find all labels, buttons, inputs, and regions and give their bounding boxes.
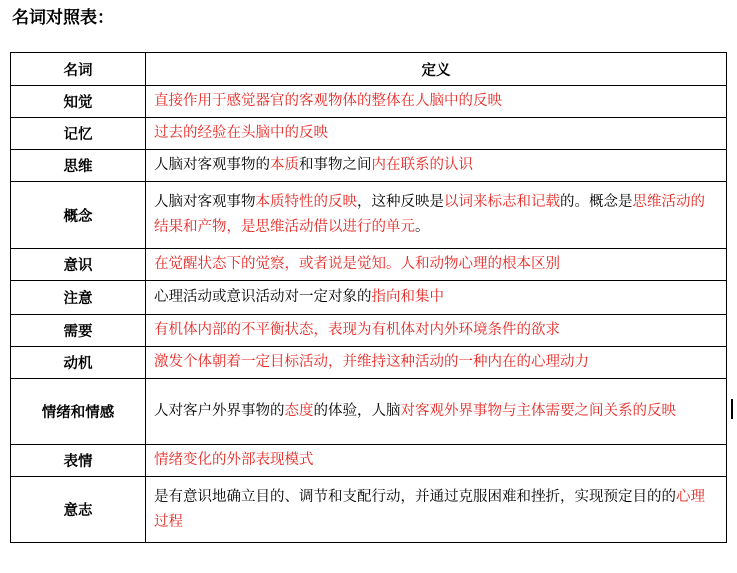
term-cell: 情绪和情感 — [11, 379, 146, 445]
definition-text: ，这种反映是 — [357, 194, 444, 210]
definition-cell — [146, 379, 727, 445]
definition-cell — [146, 347, 727, 379]
highlighted-text: 本质 — [270, 157, 299, 173]
header-row — [11, 53, 727, 86]
highlighted-text: 在觉醒状态下的觉察，或者说是觉知。人和动物心理的根本区别 — [154, 256, 560, 272]
highlighted-text: 指向和集中 — [371, 289, 444, 305]
definition-text: 心理活动或意识活动对一定对象的 — [154, 289, 372, 305]
highlighted-text: 对客观外界事物与主体需要之间关系的反映 — [400, 403, 676, 419]
term-cell: 意志 — [11, 477, 146, 543]
definition-cell — [146, 118, 727, 150]
definition-text: 人脑对客观事物 — [154, 194, 256, 210]
highlighted-text: 态度 — [284, 403, 314, 419]
highlighted-text: 内在联系的认识 — [371, 157, 473, 173]
term-cell: 意识 — [11, 249, 146, 281]
table-row — [11, 477, 727, 543]
highlighted-text: 过去的经验在头脑中的反映 — [154, 125, 328, 141]
highlighted-text: 激发个体朝着一定目标活动，并维持这种活动的一种内在的心理动力 — [154, 354, 589, 370]
definition-text: 是有意识地确立目的、调节和支配行动，并通过克服困难和挫折，实现预定目的的 — [154, 488, 676, 505]
definition-text: 的。概念是 — [560, 194, 633, 210]
definition-text: 人脑对客观事物的 — [154, 157, 270, 173]
definition-text: 和事物之间 — [299, 157, 372, 173]
definition-cell — [146, 477, 727, 543]
text-cursor — [731, 399, 733, 419]
highlighted-text: 心理过程 — [154, 488, 705, 530]
header-definition: 定义 — [146, 53, 727, 86]
highlighted-text: 思维活动的结果和产物，是思维活动借以进行的单元 — [154, 194, 705, 235]
definition-cell — [146, 150, 727, 182]
term-cell: 动机 — [11, 347, 146, 379]
term-cell: 记忆 — [11, 118, 146, 150]
term-cell: 注意 — [11, 281, 146, 315]
term-cell: 概念 — [11, 182, 146, 249]
page-title: 名词对照表： — [12, 8, 114, 28]
definition-cell — [146, 445, 727, 477]
definition-cell — [146, 281, 727, 315]
table-row — [11, 315, 727, 347]
table-row — [11, 182, 727, 249]
definition-cell — [146, 315, 727, 347]
definition-text: 。 — [415, 219, 430, 235]
table-row — [11, 281, 727, 315]
header-term: 名词 — [11, 53, 146, 86]
term-cell: 表情 — [11, 445, 146, 477]
table-body — [11, 86, 727, 543]
highlighted-text: 直接作用于感觉器官的客观物体的整体在人脑中的反映 — [154, 93, 502, 109]
term-cell: 知觉 — [11, 86, 146, 118]
definition-cell — [146, 182, 727, 249]
definition-text: 的体验，人脑 — [313, 403, 401, 419]
table-row — [11, 445, 727, 477]
highlighted-text: 情绪变化的外部表现模式 — [154, 452, 314, 468]
highlighted-text: 有机体内部的不平衡状态，表现为有机体对内外环境条件的欲求 — [154, 322, 560, 338]
table-row — [11, 118, 727, 150]
terms-table — [10, 52, 727, 543]
highlighted-text: 本质特性的反映 — [255, 194, 357, 210]
table-row — [11, 249, 727, 281]
table-row — [11, 86, 727, 118]
table-row — [11, 347, 727, 379]
table-row — [11, 150, 727, 182]
definition-cell — [146, 86, 727, 118]
definition-cell — [146, 249, 727, 281]
highlighted-text: 以词来标志和记载 — [444, 194, 560, 210]
term-cell: 思维 — [11, 150, 146, 182]
table-row — [11, 379, 727, 445]
definition-text: 人对客户外界事物的 — [154, 403, 285, 419]
term-cell: 需要 — [11, 315, 146, 347]
